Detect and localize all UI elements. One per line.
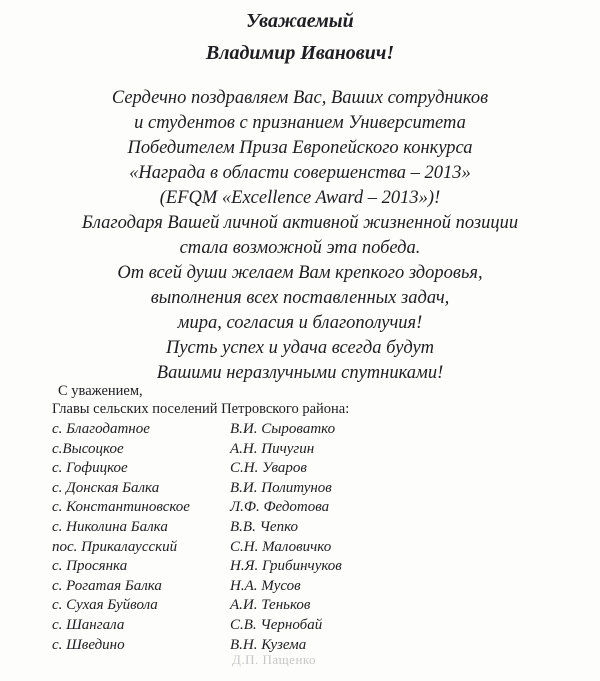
person-name: В.В. Чепко [230,518,299,535]
person-name: Л.Ф. Федотова [230,499,330,516]
village-name: с. Донская Балка [52,479,160,496]
person-name: С.В. Чернобай [230,616,323,633]
person-name: Н.А. Мусов [230,577,301,594]
signatory-row [52,479,472,499]
person-name: С.Н. Маловичко [230,538,332,555]
greeting-line-1: Уважаемый [246,10,354,32]
village-name: с. Шведино [52,636,125,653]
signatories-heading: Главы сельских поселений Петровского района: [52,401,350,417]
congratulation-text [0,86,600,386]
body-line: Вашими неразлучными спутниками! [156,363,444,383]
person-name: В.И. Сыроватко [230,421,336,437]
village-name: с. Просянка [52,558,128,575]
signatory-row [52,577,472,597]
person-name: В.И. Политунов [230,479,332,496]
body-line: Сердечно поздравляем Вас, Ваших сотрудников [111,88,489,108]
body-line: выполнения всех поставленных задач, [150,288,450,308]
closing-phrase: С уважением, [58,383,143,399]
faded-footer-text: Д.П. Пащенко [232,652,317,667]
body-line: и студентов с признанием Университета [134,113,466,133]
signatory-row [52,498,472,518]
body-line: стала возможной эта победа. [179,238,421,258]
village-name: с. Шангала [52,616,125,633]
body-line: мира, согласия и благополучия! [177,313,423,333]
body-line: (EFQM «Excellence Award – 2013»)! [159,188,441,208]
signatory-row [52,596,472,616]
village-name: с. Благодатное [52,421,150,437]
greeting-line-2: Владимир Иванович! [205,42,395,64]
person-name: С.Н. Уваров [230,460,307,477]
village-name: с. Константиновское [52,499,190,516]
signatory-row [52,538,472,558]
signature-block [52,382,349,418]
signatory-row [52,420,472,440]
village-name: с.Высоцкое [52,440,124,457]
body-line: Пусть успех и удача всегда будут [165,338,435,358]
signatory-row [52,616,472,636]
body-line: От всей души желаем Вам крепкого здоровья, [117,263,483,283]
person-name: А.И. Теньков [230,597,311,614]
body-line: Благодаря Вашей личной активной жизненной позиции [81,213,519,233]
signatory-row [52,440,472,460]
signatories-list [52,420,472,655]
body-line: Победителем Приза Европейского конкурса [127,138,473,158]
signatory-row [52,518,472,538]
village-name: с. Гофицкое [52,460,128,477]
body-line: «Награда в области совершенства – 2013» [129,163,471,183]
signatory-row [52,557,472,577]
village-name: с. Николина Балка [52,518,168,535]
person-name: А.Н. Пичугин [230,440,315,457]
person-name: В.Н. Кузема [230,636,307,653]
village-name: пос. Прикалаусский [52,538,178,555]
person-name: Н.Я. Грибинчуков [230,558,342,575]
village-name: с. Сухая Буйвола [52,597,158,614]
village-name: с. Рогатая Балка [52,577,162,594]
signatory-row [52,459,472,479]
